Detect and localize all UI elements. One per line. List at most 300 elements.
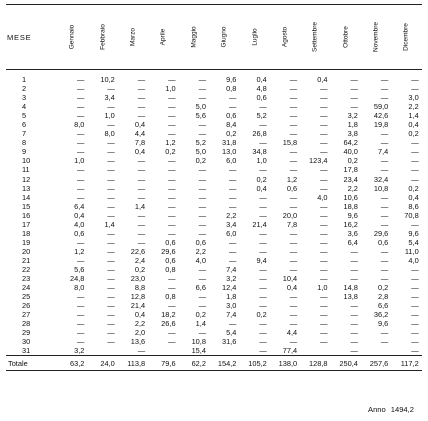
rainfall-cell: —: [289, 129, 298, 139]
table-row: [6, 337, 422, 346]
rainfall-cell: —: [320, 274, 328, 284]
rainfall-cell: —: [259, 346, 267, 356]
rainfall-cell: —: [168, 228, 176, 238]
rainfall-cell: —: [320, 183, 328, 193]
rainfall-cell: —: [259, 237, 267, 247]
rainfall-cell: —: [380, 201, 389, 211]
table-row: [6, 93, 422, 102]
day-number: 11: [22, 165, 30, 175]
rainfall-cell: —: [411, 328, 419, 338]
rainfall-cell: —: [259, 301, 267, 311]
rainfall-cell: —: [259, 210, 267, 220]
rainfall-cell: —: [259, 283, 267, 293]
month-header: Luglio: [239, 5, 269, 70]
rainfall-cell: —: [77, 237, 85, 247]
rainfall-cell: 26,6: [161, 319, 176, 329]
rainfall-cell: —: [411, 138, 419, 148]
rainfall-cell: 1,4: [408, 111, 419, 121]
rainfall-cell: —: [411, 319, 419, 329]
rainfall-cell: 7,8: [286, 219, 298, 229]
rainfall-cell: —: [107, 165, 115, 175]
rainfall-cell: —: [137, 210, 146, 220]
rainfall-cell: 6,6: [195, 283, 206, 293]
rainfall-cell: —: [228, 192, 237, 202]
rainfall-cell: 8,0: [104, 129, 115, 139]
table-row: [6, 202, 422, 211]
rainfall-cell: 0,8: [165, 292, 176, 302]
rainfall-cell: 19,8: [373, 120, 389, 130]
rainfall-cell: —: [228, 174, 237, 184]
rainfall-cell: 1,4: [134, 201, 146, 211]
rainfall-cell: —: [168, 156, 176, 166]
rainfall-cell: —: [107, 210, 115, 220]
month-total-cell: 117,2: [391, 356, 421, 371]
rainfall-cell: —: [77, 337, 85, 347]
rainfall-cell: 31,6: [221, 337, 237, 347]
rainfall-cell: 0,4: [134, 147, 146, 157]
rainfall-cell: 0,2: [347, 156, 358, 166]
rainfall-cell: 10,8: [373, 183, 389, 193]
rainfall-cell: —: [137, 156, 146, 166]
month-header: Ottobre: [331, 5, 361, 70]
rainfall-cell: —: [350, 84, 358, 94]
rainfall-cell: 20,0: [282, 210, 298, 220]
rainfall-cell: 5,0: [195, 147, 206, 157]
month-header: Novembre: [361, 5, 391, 70]
rainfall-cell: 5,2: [195, 138, 206, 148]
rainfall-cell: —: [228, 93, 237, 103]
rainfall-cell: —: [380, 129, 389, 139]
rainfall-cell: —: [259, 201, 267, 211]
rainfall-cell: —: [107, 283, 115, 293]
rainfall-cell: —: [320, 246, 328, 256]
rainfall-cell: 4,0: [195, 255, 206, 265]
rainfall-cell: 0,2: [256, 174, 267, 184]
table-row: [6, 120, 422, 129]
rainfall-cell: —: [168, 165, 176, 175]
rainfall-cell: —: [411, 156, 419, 166]
rainfall-cell: —: [168, 274, 176, 284]
rainfall-cell: —: [259, 265, 267, 274]
table-body: [6, 70, 422, 371]
rainfall-cell: —: [259, 292, 267, 302]
rainfall-cell: —: [77, 75, 85, 85]
rainfall-cell: —: [411, 174, 419, 184]
rainfall-cell: 2,2: [347, 183, 358, 193]
rainfall-cell: 0,4: [256, 183, 267, 193]
rainfall-cell: —: [320, 301, 328, 311]
rainfall-cell: —: [137, 228, 146, 238]
rainfall-cell: —: [198, 301, 206, 311]
rainfall-cell: 5,6: [74, 265, 85, 274]
rainfall-cell: —: [259, 228, 267, 238]
rainfall-cell: —: [350, 319, 358, 329]
table-row: [6, 274, 422, 283]
rainfall-cell: —: [259, 165, 267, 175]
rainfall-cell: 22,6: [130, 246, 146, 256]
rainfall-cell: —: [380, 210, 389, 220]
rainfall-cell: —: [77, 93, 85, 103]
rainfall-cell: 0,4: [286, 283, 298, 293]
rainfall-cell: —: [289, 120, 298, 130]
rainfall-cell: —: [168, 93, 176, 103]
rainfall-cell: —: [228, 102, 237, 112]
rainfall-cell: —: [380, 265, 389, 274]
rainfall-cell: —: [168, 111, 176, 121]
rainfall-cell: 1,2: [74, 246, 85, 256]
month-total-cell: 62,2: [179, 356, 209, 371]
annual-total: [363, 405, 414, 414]
day-number: 2: [22, 84, 27, 94]
day-number: 4: [22, 102, 27, 112]
rainfall-cell: —: [107, 102, 115, 112]
rainfall-cell: 2,2: [134, 319, 146, 329]
rainfall-cell: —: [107, 156, 115, 166]
rainfall-cell: 23,0: [130, 274, 146, 284]
rainfall-cell: —: [137, 84, 146, 94]
rainfall-cell: —: [289, 165, 298, 175]
rainfall-cell: —: [107, 183, 115, 193]
rainfall-cell: —: [137, 192, 146, 202]
rainfall-cell: —: [107, 274, 115, 284]
day-number: 12: [22, 174, 31, 184]
rainfall-cell: 13,0: [221, 147, 237, 157]
rainfall-cell: —: [380, 246, 389, 256]
month-total-cell: 79,6: [148, 356, 178, 371]
mese-header: MESE: [6, 5, 57, 70]
rainfall-cell: 10,2: [100, 75, 115, 85]
rainfall-cell: —: [198, 183, 206, 193]
table-row: [6, 256, 422, 265]
rainfall-cell: —: [259, 138, 267, 148]
month-total-cell: 257,6: [361, 356, 391, 371]
rainfall-cell: —: [411, 274, 419, 284]
rainfall-cell: —: [289, 319, 298, 329]
month-header: Febbraio: [87, 5, 117, 70]
rainfall-cell: —: [107, 228, 115, 238]
rainfall-cell: 3,4: [226, 219, 237, 229]
rainfall-cell: —: [168, 328, 176, 338]
rainfall-cell: 3,2: [226, 274, 237, 284]
rainfall-cell: 0,2: [165, 147, 176, 157]
rainfall-cell: 1,4: [104, 219, 115, 229]
rainfall-cell: 0,4: [256, 75, 267, 85]
rainfall-cell: —: [289, 93, 298, 103]
rainfall-cell: 13,8: [343, 292, 358, 302]
rainfall-cell: 23,4: [343, 174, 358, 184]
month-total-cell: 128,8: [300, 356, 330, 371]
table-row: [6, 138, 422, 147]
rainfall-cell: —: [411, 219, 419, 229]
rainfall-cell: —: [320, 147, 328, 157]
rainfall-cell: —: [350, 255, 358, 265]
rainfall-cell: —: [320, 310, 328, 320]
rainfall-cell: —: [350, 246, 358, 256]
rainfall-cell: —: [350, 328, 358, 338]
rainfall-cell: 31,8: [221, 138, 237, 148]
rainfall-cell: 59,0: [373, 102, 389, 112]
month-header: Maggio: [179, 5, 209, 70]
table-row: [6, 310, 422, 319]
rainfall-cell: 9,6: [347, 210, 358, 220]
rainfall-cell: 10,4: [282, 274, 298, 284]
rainfall-cell: 9,6: [378, 319, 389, 329]
rainfall-cell: —: [137, 165, 146, 175]
day-number: 3: [22, 93, 27, 103]
rainfall-cell: —: [289, 75, 298, 85]
rainfall-cell: —: [350, 265, 358, 274]
table-row: [6, 165, 422, 174]
rainfall-cell: 5,4: [226, 328, 237, 338]
rainfall-cell: 2,8: [378, 292, 389, 302]
rainfall-cell: —: [77, 129, 85, 139]
day-number: 21: [22, 255, 31, 265]
rainfall-cell: 0,4: [134, 310, 146, 320]
rainfall-cell: —: [259, 274, 267, 284]
rainfall-cell: —: [168, 301, 176, 311]
rainfall-cell: 4,8: [256, 84, 267, 94]
rainfall-cell: 0,2: [195, 310, 206, 320]
rainfall-cell: 3,4: [104, 93, 115, 103]
rainfall-cell: 40,0: [343, 147, 358, 157]
rainfall-cell: —: [259, 120, 267, 130]
rainfall-cell: —: [228, 201, 237, 211]
rainfall-cell: —: [320, 319, 328, 329]
rainfall-cell: —: [411, 346, 419, 356]
day-number: 8: [22, 138, 27, 148]
rainfall-cell: —: [77, 174, 85, 184]
rainfall-cell: —: [259, 328, 267, 338]
rainfall-cell: 3,0: [226, 301, 237, 311]
day-number: 24: [22, 283, 31, 293]
rainfall-cell: 21,4: [252, 219, 267, 229]
day-number: 18: [22, 228, 31, 238]
rainfall-cell: 0,6: [286, 183, 298, 193]
rainfall-cell: 0,4: [134, 120, 146, 130]
rainfall-cell: 1,0: [165, 84, 176, 94]
table-row: [6, 292, 422, 301]
rainfall-cell: 4,4: [286, 328, 298, 338]
rainfall-cell: —: [77, 255, 85, 265]
rainfall-cell: —: [411, 292, 419, 302]
rainfall-cell: 15,4: [191, 346, 206, 356]
rainfall-cell: [148, 346, 178, 356]
rainfall-cell: —: [77, 111, 85, 121]
rainfall-cell: —: [198, 328, 206, 338]
rainfall-cell: —: [198, 219, 206, 229]
rainfall-cell: 1,2: [286, 174, 298, 184]
annual-total-value: 1494,2: [390, 405, 414, 414]
table-row: [6, 147, 422, 156]
rainfall-cell: —: [320, 84, 328, 94]
rainfall-cell: 8,6: [408, 201, 419, 211]
rainfall-cell: 18,2: [161, 310, 176, 320]
totals-row: [6, 356, 422, 371]
rainfall-cell: 12,8: [130, 292, 146, 302]
month-total-cell: 105,2: [239, 356, 269, 371]
rainfall-cell: —: [380, 165, 389, 175]
rainfall-cell: 0,6: [165, 237, 176, 247]
rainfall-cell: —: [107, 310, 115, 320]
rainfall-cell: —: [168, 210, 176, 220]
rainfall-cell: —: [320, 228, 328, 238]
rainfall-cell: —: [380, 192, 389, 202]
rainfall-cell: —: [137, 183, 146, 193]
rainfall-cell: 6,0: [226, 228, 237, 238]
rainfall-cell: —: [107, 301, 115, 311]
rainfall-cell: —: [289, 337, 298, 347]
day-number: 13: [22, 183, 31, 193]
table-row: [6, 283, 422, 292]
day-number: 23: [22, 274, 31, 284]
rainfall-cell: —: [168, 75, 176, 85]
day-number: 17: [22, 219, 31, 229]
rainfall-cell: 0,2: [256, 310, 267, 320]
rainfall-cell: 3,0: [408, 93, 419, 103]
rainfall-cell: 2,2: [195, 246, 206, 256]
rainfall-cell: 4,0: [317, 192, 328, 202]
table-row: [6, 84, 422, 93]
rainfall-cell: —: [168, 102, 176, 112]
rainfall-cell: 1,2: [165, 138, 176, 148]
rainfall-cell: 2,4: [134, 255, 146, 265]
rainfall-cell: —: [198, 192, 206, 202]
rainfall-cell: 0,6: [165, 255, 176, 265]
rainfall-cell: 0,4: [74, 210, 85, 220]
rainfall-cell: —: [289, 201, 298, 211]
rainfall-cell: 8,4: [226, 120, 237, 130]
day-number: 7: [22, 129, 27, 139]
rainfall-cell: —: [320, 210, 328, 220]
table-row: [6, 220, 422, 229]
rainfall-cell: —: [320, 237, 328, 247]
rainfall-cell: —: [289, 192, 298, 202]
rainfall-cell: —: [137, 93, 146, 103]
rainfall-cell: —: [350, 75, 358, 85]
rainfall-cell: —: [289, 237, 298, 247]
rainfall-cell: 2,0: [134, 328, 146, 338]
month-total-cell: 154,2: [209, 356, 239, 371]
rainfall-cell: 0,6: [378, 237, 389, 247]
month-total-cell: 24,0: [87, 356, 117, 371]
rainfall-cell: 10,6: [343, 192, 358, 202]
rainfall-cell: —: [380, 156, 389, 166]
rainfall-cell: —: [77, 301, 85, 311]
rainfall-cell: 10,8: [191, 337, 206, 347]
rainfall-cell: —: [289, 265, 298, 274]
rainfall-cell: 0,2: [195, 156, 206, 166]
rainfall-cell: —: [198, 174, 206, 184]
rainfall-cell: 0,8: [165, 265, 176, 274]
table-row: [6, 265, 422, 274]
table-row: [6, 211, 422, 220]
rainfall-cell: 14,8: [343, 283, 358, 293]
rainfall-cell: 7,4: [226, 265, 237, 274]
rainfall-cell: —: [289, 156, 298, 166]
rainfall-cell: —: [77, 328, 85, 338]
rainfall-cell: 6,4: [74, 201, 85, 211]
rainfall-cell: 18,8: [343, 201, 358, 211]
rainfall-cell: —: [259, 102, 267, 112]
rainfall-cell: 3,2: [347, 111, 358, 121]
rainfall-cell: —: [289, 246, 298, 256]
rainfall-cell: 8,0: [74, 120, 85, 130]
rainfall-cell: 6,0: [226, 156, 237, 166]
table-row: [6, 184, 422, 193]
rainfall-cell: —: [380, 328, 389, 338]
day-number: 6: [22, 120, 27, 130]
rainfall-cell: 1,0: [74, 156, 85, 166]
month-total-cell: 63,2: [57, 356, 87, 371]
rainfall-cell: 8,8: [134, 283, 146, 293]
rainfall-cell: 29,6: [373, 228, 389, 238]
table-row: [6, 111, 422, 120]
rainfall-cell: —: [350, 93, 358, 103]
day-number: 15: [22, 201, 31, 211]
rainfall-cell: —: [77, 292, 85, 302]
rainfall-cell: —: [380, 274, 389, 284]
rainfall-cell: —: [411, 283, 419, 293]
rainfall-cell: —: [77, 102, 85, 112]
month-total-cell: 138,0: [270, 356, 300, 371]
rainfall-cell: —: [77, 147, 85, 157]
rainfall-cell: —: [107, 292, 115, 302]
rainfall-cell: —: [320, 219, 328, 229]
rainfall-cell: —: [320, 138, 328, 148]
month-header: Gennaio: [57, 5, 87, 70]
rainfall-cell: —: [168, 174, 176, 184]
rainfall-cell: —: [320, 102, 328, 112]
rainfall-cell: 4,0: [74, 219, 85, 229]
day-number: 22: [22, 265, 31, 274]
rainfall-cell: 4,4: [134, 129, 146, 139]
rainfall-cell: —: [77, 319, 85, 329]
rainfall-cell: —: [320, 165, 328, 175]
month-header: Dicembre: [391, 5, 421, 70]
rainfall-cell: —: [137, 219, 146, 229]
rainfall-cell: [361, 346, 391, 356]
rainfall-cell: —: [77, 192, 85, 202]
rainfall-cell: [87, 346, 117, 356]
rainfall-cell: 3,6: [347, 228, 358, 238]
rainfall-cell: —: [411, 310, 419, 320]
rainfall-cell: —: [259, 319, 267, 329]
day-number: 14: [22, 192, 31, 202]
rainfall-cell: 36,2: [373, 310, 389, 320]
rainfall-cell: 1,0: [317, 283, 328, 293]
rainfall-cell: —: [107, 246, 115, 256]
rainfall-cell: —: [289, 301, 298, 311]
rainfall-cell: 0,2: [226, 129, 237, 139]
rainfall-cell: 5,0: [195, 102, 206, 112]
rainfall-cell: [209, 346, 239, 356]
rainfall-cell: 11,0: [404, 246, 419, 256]
rainfall-cell: —: [107, 174, 115, 184]
rainfall-cell: —: [198, 201, 206, 211]
rainfall-cell: 2,2: [408, 102, 419, 112]
table-row: [6, 156, 422, 165]
rainfall-cell: —: [137, 237, 146, 247]
day-number: 28: [22, 319, 31, 329]
rainfall-cell: —: [168, 337, 176, 347]
rainfall-cell: —: [320, 111, 328, 121]
rainfall-cell: —: [350, 337, 358, 347]
day-number: 19: [22, 237, 31, 247]
rainfall-cell: —: [198, 84, 206, 94]
rainfall-cell: 64,2: [343, 138, 358, 148]
rainfall-cell: 7,4: [378, 147, 389, 157]
month-header: Marzo: [118, 5, 148, 70]
